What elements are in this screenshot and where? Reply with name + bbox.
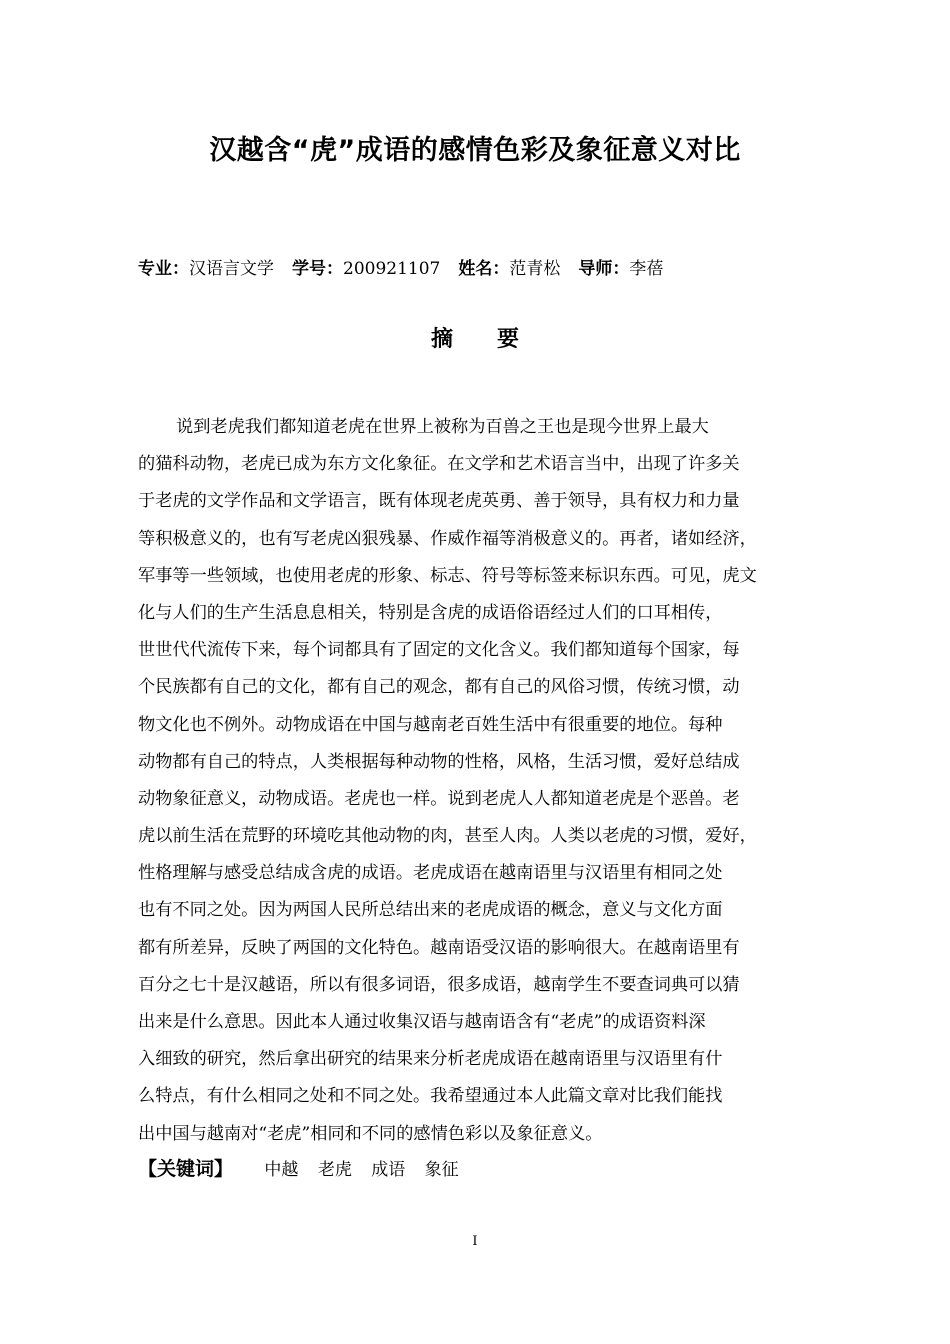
page-number: I xyxy=(472,1234,478,1249)
abstract-line: 出中国与越南对“老虎”相同和不同的感情色彩以及象征意义。 xyxy=(138,1123,603,1144)
abstract-line: 都有所差异，反映了两国的文化特色。越南语受汉语的影响很大。在越南语里有 xyxy=(138,937,740,958)
abstract-line: 出来是什么意思。因此本人通过收集汉语与越南语含有“老虎”的成语资料深 xyxy=(138,1012,706,1032)
abstract-heading: 摘要 xyxy=(430,327,563,352)
student-id-label: 学号： xyxy=(292,259,343,279)
abstract-line: 化与人们的生产生活息息相关，特别是含虎的成语俗语经过人们的口耳相传， xyxy=(138,602,723,623)
paper-title: 汉越含“虎”成语的感情色彩及象征意义对比 xyxy=(209,135,741,166)
major-label: 专业： xyxy=(138,259,189,279)
major-value: 汉语言文学 xyxy=(189,259,274,279)
abstract-line: 虎以前生活在荒野的环境吃其他动物的肉，甚至人肉。人类以老虎的习惯，爱好， xyxy=(138,826,757,847)
abstract-line: 等积极意义的，也有写老虎凶狠残暴、作威作福等消极意义的。再者，诸如经济， xyxy=(138,528,757,549)
keyword: 中越 xyxy=(264,1160,299,1180)
name-label: 姓名： xyxy=(458,259,510,279)
name-value: 范青松 xyxy=(509,259,561,279)
keywords-label: 【关键词】 xyxy=(138,1158,234,1180)
abstract-line: 个民族都有自己的文化，都有自己的观念，都有自己的风俗习惯，传统习惯，动 xyxy=(138,677,740,698)
abstract-line: 的猫科动物，老虎已成为东方文化象征。在文学和艺术语言当中，出现了许多关 xyxy=(138,454,740,475)
abstract-line: 物文化也不例外。动物成语在中国与越南老百姓生活中有很重要的地位。每种 xyxy=(138,714,723,735)
abstract-line: 动物象征意义，动物成语。老虎也一样。说到老虎人人都知道老虎是个恶兽。老 xyxy=(138,788,740,809)
abstract-body xyxy=(138,409,790,1153)
advisor-value: 李蓓 xyxy=(629,259,664,279)
abstract-line: 性格理解与感受总结成含虎的成语。老虎成语在越南语里与汉语里有相同之处 xyxy=(138,863,723,884)
keyword: 成语 xyxy=(371,1160,406,1180)
abstract-line: 百分之七十是汉越语，所以有很多词语，很多成语，越南学生不要查词典可以猜 xyxy=(138,974,740,995)
student-id-value: 200921107 xyxy=(343,259,441,279)
abstract-line: 于老虎的文学作品和文学语言，既有体现老虎英勇、善于领导，具有权力和力量 xyxy=(138,491,740,512)
keywords-row xyxy=(138,1154,473,1181)
author-info xyxy=(138,254,663,279)
abstract-line: 也有不同之处。因为两国人民所总结出来的老虎成语的概念，意义与文化方面 xyxy=(138,900,723,921)
abstract-line: 么特点，有什么相同之处和不同之处。我希望通过本人此篇文章对比我们能找 xyxy=(138,1086,723,1107)
advisor-label: 导师： xyxy=(578,259,630,279)
keyword: 象征 xyxy=(424,1160,459,1180)
keyword: 老虎 xyxy=(317,1160,352,1180)
abstract-line: 入细致的研究，然后拿出研究的结果来分析老虎成语在越南语里与汉语里有什 xyxy=(138,1049,723,1070)
abstract-line: 说到老虎我们都知道老虎在世界上被称为百兽之王也是现今世界上最大 xyxy=(176,417,709,437)
abstract-line: 动物都有自己的特点，人类根据每种动物的性格，风格，生活习惯，爱好总结成 xyxy=(138,751,740,772)
abstract-line: 世世代代流传下来，每个词都具有了固定的文化含义。我们都知道每个国家，每 xyxy=(138,640,740,661)
abstract-line: 军事等一些领域，也使用老虎的形象、标志、符号等标签来标识东西。可见，虎文 xyxy=(138,565,757,586)
